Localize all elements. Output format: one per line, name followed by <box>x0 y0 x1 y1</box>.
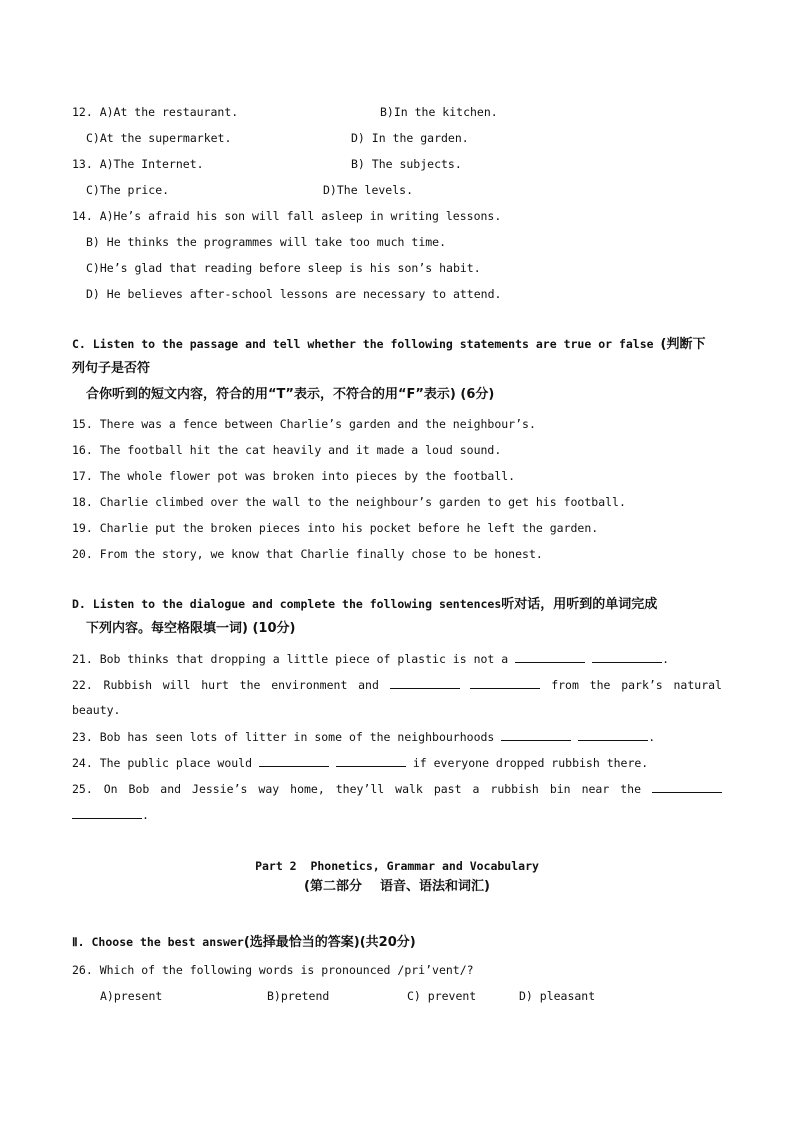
q14-option-c: C)He’s glad that reading before sleep is his son’s habit. <box>86 261 481 275</box>
section-c-instructions: 合你听到的短文内容，符合的用“T”表示，不符合的用“F”表示) (6分) <box>86 387 495 402</box>
q14-option-a: 14. A)He’s afraid his son will fall asleep in writing lessons. <box>72 209 502 223</box>
q25-cont: . <box>72 807 149 822</box>
q12-option-a: 12. A)At the restaurant. <box>72 105 239 119</box>
q12-option-d: D) In the garden. <box>351 131 469 145</box>
q26-option-d: D) pleasant <box>519 989 596 1003</box>
answer-blank[interactable] <box>470 677 540 689</box>
part2-subtitle: (第二部分 语音、语法和词汇) <box>304 879 490 894</box>
q13-option-c: C)The price. <box>86 183 170 197</box>
q12-option-c: C)At the supermarket. <box>86 131 232 145</box>
q25: 25. On Bob and Jessie’s way home, they’ll walk past a rubbish bin near the <box>72 781 722 796</box>
q22: 22. Rubbish will hurt the environment and from the park’s natural <box>72 678 722 692</box>
statement-19: 19. Charlie put the broken pieces into his pocket before he left the garden. <box>72 521 599 535</box>
section-d-instructions: 下列内容。每空格限填一词) (10分) <box>86 621 296 636</box>
answer-blank[interactable] <box>501 729 571 741</box>
section-ii-heading: Ⅱ. Choose the best answer(选择最恰当的答案)(共20分) <box>72 935 416 950</box>
q12-option-b: B)In the kitchen. <box>380 105 498 119</box>
part2-title: Part 2 Phonetics, Grammar and Vocabulary <box>255 859 539 873</box>
section-d-heading: D. Listen to the dialogue and complete the following sentences听对话，用听到的单词完成 <box>72 597 658 612</box>
answer-blank[interactable] <box>336 755 406 767</box>
answer-blank[interactable] <box>652 781 722 793</box>
answer-blank[interactable] <box>592 651 662 663</box>
q14-option-b: B) He thinks the programmes will take too much time. <box>86 235 447 249</box>
statement-15: 15. There was a fence between Charlie’s garden and the neighbour’s. <box>72 417 536 431</box>
section-c-heading: C. Listen to the passage and tell whether the following statements are true or false (判断下 <box>72 337 706 352</box>
answer-blank[interactable] <box>259 755 329 767</box>
answer-blank[interactable] <box>72 807 142 819</box>
q13-option-d: D)The levels. <box>323 183 414 197</box>
q13-option-b: B) The subjects. <box>351 157 462 171</box>
statement-17: 17. The whole flower pot was broken into pieces by the football. <box>72 469 516 483</box>
statement-16: 16. The football hit the cat heavily and it made a loud sound. <box>72 443 502 457</box>
q26-option-a: A)present <box>100 989 163 1003</box>
section-c-heading-cont: 列句子是否符 <box>72 361 151 376</box>
q26-option-c: C) prevent <box>407 989 477 1003</box>
answer-blank[interactable] <box>515 651 585 663</box>
answer-blank[interactable] <box>578 729 648 741</box>
q14-option-d: D) He believes after-school lessons are necessary to attend. <box>86 287 502 301</box>
statement-20: 20. From the story, we know that Charlie finally chose to be honest. <box>72 547 543 561</box>
q22-cont: beauty. <box>72 703 121 717</box>
q26-option-b: B)pretend <box>267 989 330 1003</box>
statement-18: 18. Charlie climbed over the wall to the neighbour’s garden to get his football. <box>72 495 626 509</box>
q26: 26. Which of the following words is pronounced /pri’vent/? <box>72 963 474 977</box>
q13-option-a: 13. A)The Internet. <box>72 157 204 171</box>
answer-blank[interactable] <box>390 677 460 689</box>
q23: 23. Bob has seen lots of litter in some of the neighbourhoods . <box>72 730 656 744</box>
q21: 21. Bob thinks that dropping a little piece of plastic is not a . <box>72 652 669 666</box>
q24: 24. The public place would if everyone dropped rubbish there. <box>72 756 649 770</box>
